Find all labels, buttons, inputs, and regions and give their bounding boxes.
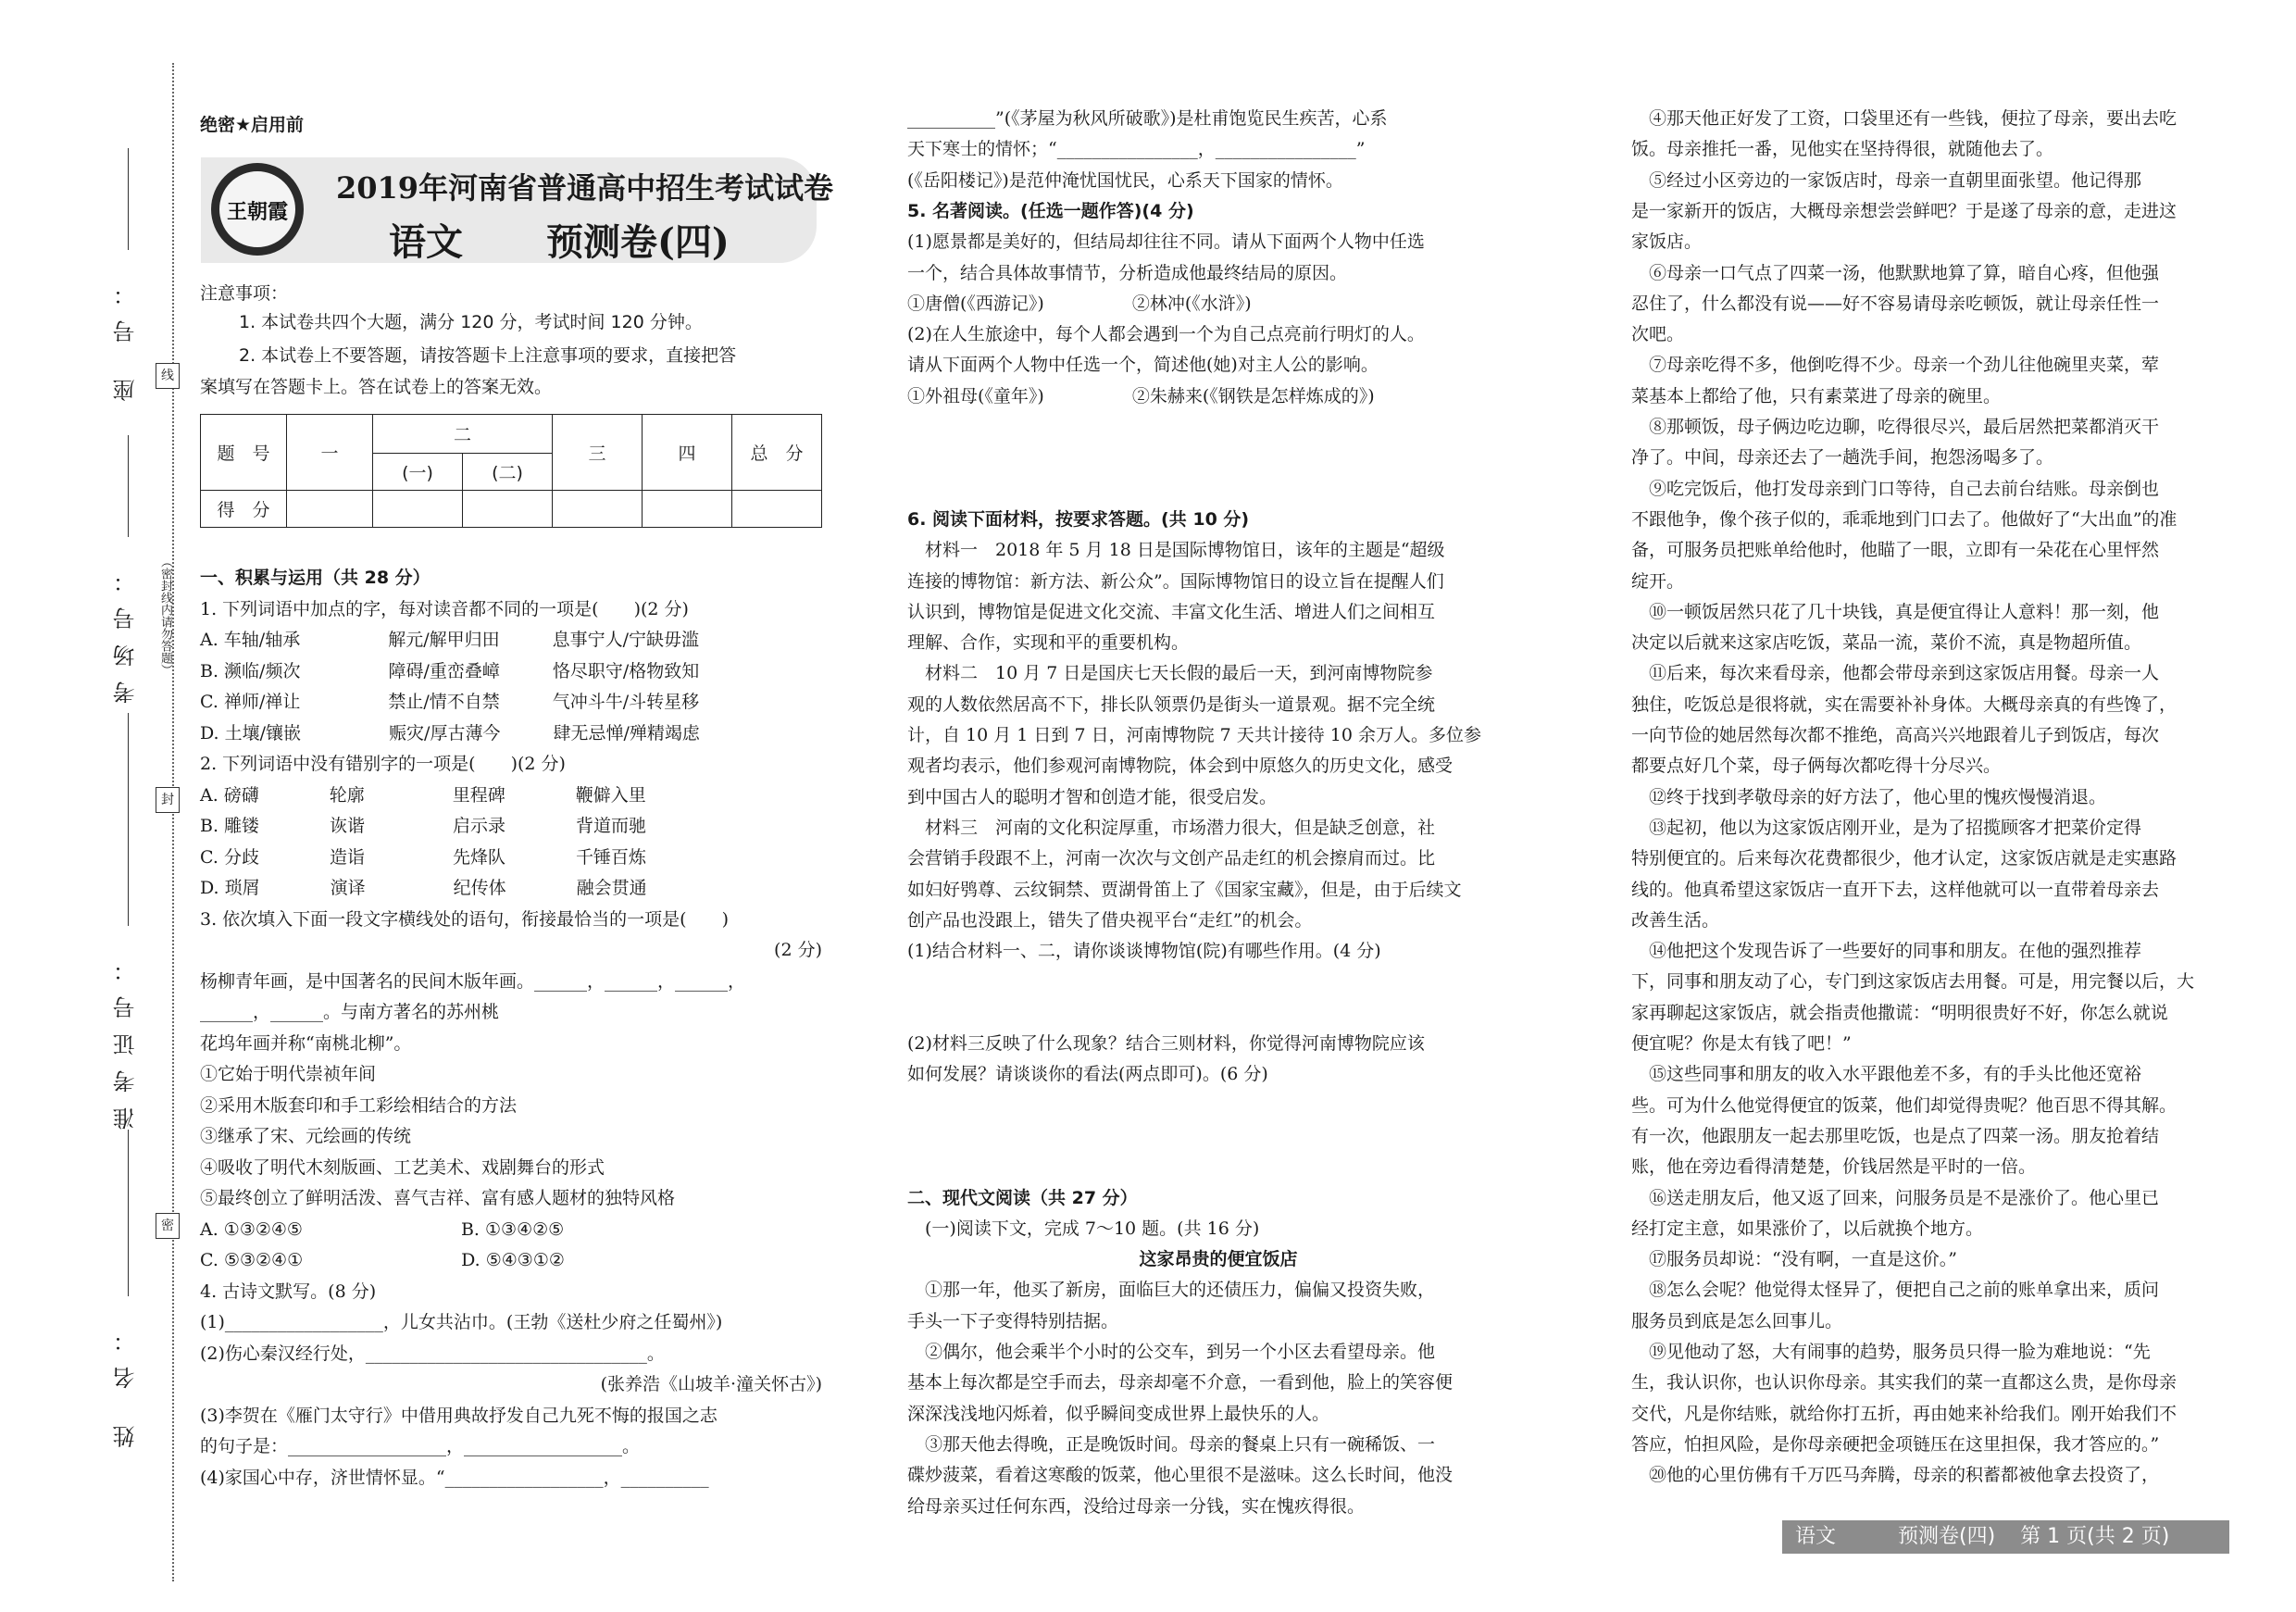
room-label: 考场号： [113, 556, 139, 704]
score-head-total: 总 分 [732, 415, 822, 491]
col1-line: (2)伤心秦汉经行处，________________________________。 [200, 1343, 665, 1364]
score-head-3: 三 [553, 415, 643, 491]
col1-line: C. 禅师/禅让 禁止/情不自禁 气冲斗牛/斗转星移 [200, 692, 700, 712]
logo-text: 王朝霞 [226, 200, 288, 224]
paper-title: 预测卷(四) [546, 220, 730, 264]
col1-line: ①它始于明代崇祯年间 [200, 1064, 377, 1084]
col3-line: 饭。母亲推托一番，见他实在坚持得很，就随他去了。 [1631, 139, 2054, 160]
col1-line: (4)家国心中存，济世情怀显。“__________________，__________ [200, 1467, 709, 1488]
score-head-1: 一 [287, 415, 373, 491]
col3-line: 家再聊起这家饭店，就会指责他撒谎：“明明很贵好不好，你怎么就说 [1631, 1002, 2168, 1023]
col1-line: ⑤最终创立了鲜明活泼、喜气吉祥、富有感人题材的独特风格 [200, 1188, 676, 1208]
col3-line: 改善生活。 [1631, 909, 1720, 931]
col3-line: ⑪后来，每次来看母亲，他都会带母亲到这家饭店用餐。母亲一人 [1631, 663, 2160, 684]
col3-line: ⑱怎么会呢？他觉得太怪异了，便把自己之前的账单拿出来，质问 [1631, 1280, 2160, 1301]
col2-line: 理解、合作，实现和平的重要机构。 [907, 632, 1190, 654]
col2-line: 创产品也没跟上，错失了借央视平台“走红”的机会。 [907, 909, 1313, 931]
score-head-2: 二 [373, 415, 553, 454]
col1-line: (1)__________________，儿女共沾巾。(王勃《送杜少府之任蜀州》) [200, 1312, 723, 1332]
name-blank[interactable] [128, 1130, 129, 1296]
score-cell[interactable] [643, 491, 732, 528]
fold-line [172, 63, 174, 1581]
col3-line: 独住，吃饭总是很将就，实在需要补补身体。大概母亲真的有些馋了， [1631, 694, 2177, 715]
exam-title: 2019年河南省普通高中招生考试试卷 [336, 170, 834, 206]
col1-line: 杨柳青年画，是中国著名的民间木版年画。______，______，______， [200, 970, 746, 992]
col2-line: 如妇好鸮尊、云纹铜禁、贾湖骨笛上了《国家宝藏》，但是，由于后续文 [907, 879, 1462, 900]
col1-line: (张养浩《山坡羊·潼关怀古》) [600, 1374, 822, 1394]
col1-line: ④吸收了明代木刻版画、工艺美术、戏剧舞台的形式 [200, 1156, 605, 1178]
col2-line: 计，自 10 月 1 日到 7 日，河南博物院 7 天共计接待 10 余万人。多位参 [907, 725, 1482, 745]
col2-line: 认识到，博物馆是促进文化交流、丰富文化生活、增进人们之间相互 [907, 601, 1436, 622]
col2-line: 一个，结合具体故事情节，分析造成他最终结局的原因。 [907, 262, 1348, 283]
col2-line: 请从下面两个人物中任选一个，简述他(她)对主人公的影响。 [907, 355, 1379, 376]
col3-line: 不跟他争，像个孩子似的，乖乖地到门口去了。他做好了“大出血”的准 [1631, 508, 2177, 530]
score-head-4: 四 [643, 415, 732, 491]
col3-line: ⑰服务员却说：“没有啊，一直是这价。” [1631, 1249, 1957, 1270]
col1-line: B. 雕镂 诙谐 启示录 背道而驰 [200, 816, 647, 836]
col3-line: 次吧。 [1631, 324, 1685, 345]
col3-line: ⑬起初，他以为这家饭店刚开业，是为了招揽顾客才把菜价定得 [1631, 817, 2142, 838]
note-1: 1. 本试卷共四个大题，满分 120 分，考试时间 120 分钟。 [239, 312, 703, 332]
col2-line: 6. 阅读下面材料，按要求答题。(共 10 分) [907, 508, 1250, 530]
score-sub-1: (一) [373, 454, 463, 491]
col2-line: 如何发展？请谈谈你的看法(两点即可)。(6 分) [907, 1064, 1268, 1085]
col3-line: 交代，凡是你结账，就给你打五折，再由她来补给我们。刚开始我们不 [1631, 1403, 2177, 1424]
col1-line: 的句子是：__________________，__________________。 [200, 1436, 641, 1456]
col3-line: ⑭他把这个发现告诉了一些要好的同事和朋友。在他的强烈推荐 [1631, 941, 2142, 962]
col3-line: 答应，怕担风险，是你母亲硬把金项链压在这里担保，我才答应的。” [1631, 1433, 2160, 1455]
col1-line: (2 分) [774, 940, 822, 960]
id-blank[interactable] [128, 713, 129, 926]
col2-line: 观者均表示，他们参观河南博物院，体会到中原悠久的历史文化，感受 [907, 756, 1454, 777]
col1-line: ______，______。与南方著名的苏州桃 [200, 1002, 500, 1022]
score-cell[interactable] [373, 491, 463, 528]
secret-label: 绝密★启用前 [200, 115, 305, 135]
col2-line: (《岳阳楼记》)是范仲淹忧国忧民，心系天下国家的情怀。 [907, 169, 1343, 191]
col3-line: 决定以后就来这家店吃饭，菜品一流，菜价不流，真是物超所值。 [1631, 632, 2142, 654]
col2-line: 碟炒菠菜，看着这寒酸的饭菜，他心里很不是滋味。这么长时间，他没 [907, 1465, 1454, 1486]
col1-line: C. 分歧 造诣 先烽队 千锤百炼 [200, 846, 646, 868]
col2-line: __________”(《茅屋为秋风所破歌》)是杜甫饱览民生疾苦，心系 [907, 108, 1388, 129]
page-footer [1782, 1520, 2229, 1554]
col3-line: 净了。中间，母亲还去了一趟洗手间，抱怨汤喝多了。 [1631, 447, 2054, 469]
col3-line: ④那天他正好发了工资，口袋里还有一些钱，便拉了母亲，要出去吃 [1631, 108, 2177, 129]
col3-line: 些。可为什么他觉得便宜的饭菜，他们却觉得贵呢？他百思不得其解。 [1631, 1094, 2177, 1116]
col3-line: 有一次，他跟朋友一起去那里吃饭，也是点了四菜一汤。朋友抢着结 [1631, 1125, 2160, 1146]
col2-line: ②偶尔，他会乘半个小时的公交车，到另一个小区去看望母亲。他 [907, 1342, 1436, 1362]
col3-line: 线的。他真希望这家饭店一直开下去，这样他就可以一直带着母亲去 [1631, 879, 2160, 900]
col2-line: (1)结合材料一、二，请你谈谈博物馆(院)有哪些作用。(4 分) [907, 941, 1381, 962]
col3-line: ⑥母亲一口气点了四菜一汤，他默默地算了算，暗自心疼，但他强 [1631, 262, 2160, 283]
col2-line: 二、现代文阅读（共 27 分） [907, 1187, 1138, 1208]
col2-line: 天下寒士的情怀；“________________，________________” [907, 139, 1366, 160]
col1-line: 一、积累与运用（共 28 分） [200, 568, 430, 588]
col3-line: ⑮这些同事和朋友的收入水平跟他差不多，有的手头比他还宽裕 [1631, 1064, 2142, 1085]
col2-line: 这家昂贵的便宜饭店 [1139, 1249, 1298, 1270]
score-head-label: 题 号 [201, 415, 287, 491]
col1-line: ②采用木版套印和手工彩绘相结合的方法 [200, 1094, 518, 1116]
col3-line: ⑨吃完饭后，他打发母亲到门口等待，自己去前台结账。母亲倒也 [1631, 478, 2160, 499]
score-row-label: 得 分 [201, 491, 287, 528]
footer-page: 第 1 页(共 2 页) [2020, 1525, 2170, 1548]
col3-line: ⑤经过小区旁边的一家饭店时，母亲一直朝里面张望。他记得那 [1631, 169, 2142, 191]
score-cell[interactable] [287, 491, 373, 528]
col2-line: (2)在人生旅途中，每个人都会遇到一个为自己点亮前行明灯的人。 [907, 324, 1425, 345]
col3-line: 忍住了，什么都没有说——好不容易请母亲吃顿饭，就让母亲任性一 [1631, 293, 2160, 314]
col1-line: (3)李贺在《雁门太守行》中借用典故抒发自己九死不悔的报国之志 [200, 1405, 718, 1426]
col2-line: 连接的博物馆：新方法、新公众”。国际博物馆日的设立旨在提醒人们 [907, 570, 1444, 592]
col3-line: ⑩一顿饭居然只花了几十块钱，真是便宜得让人意料！那一刻，他 [1631, 601, 2160, 622]
col3-line: 都要点好几个菜，母子俩每次都吃得十分尽兴。 [1631, 756, 2002, 777]
col2-line: ①外祖母(《童年》) ②朱赫来(《钢铁是怎样炼成的》) [907, 385, 1375, 406]
notes-title: 注意事项： [200, 283, 289, 304]
subject-title: 语文 [389, 220, 463, 264]
publisher-logo [211, 163, 304, 256]
col3-line: ⑯送走朋友后，他又返了回来，问服务员是不是涨价了。他心里已 [1631, 1187, 2160, 1208]
col3-line: 备，可服务员把账单给他时，他瞄了一眼，立即有一朵花在心里怦然 [1631, 540, 2160, 561]
col1-line: 3. 依次填入下面一段文字横线处的语句，衔接最恰当的一项是( ) [200, 908, 729, 930]
col3-line: 下，同事和朋友动了心，专门到这家饭店去用餐。可是，用完餐以后，大 [1631, 971, 2195, 993]
col2-line: (1)愿景都是美好的，但结局却往往不同。请从下面两个人物中任选 [907, 231, 1425, 253]
col1-line: D. 琐屑 演译 纪传体 融会贯通 [200, 878, 647, 898]
col2-line: 材料三 河南的文化积淀厚重，市场潜力很大，但是缺乏创意，社 [907, 817, 1436, 838]
col2-line: (2)材料三反映了什么现象？结合三则材料，你觉得河南博物院应该 [907, 1033, 1425, 1054]
name-label: 姓 名： [113, 1315, 139, 1448]
id-label: 准考证号： [113, 944, 139, 1130]
col1-line: 1. 下列词语中加点的字，每对读音都不同的一项是( )(2 分) [200, 598, 689, 619]
note-3: 案填写在答题卡上。答在试卷上的答案无效。 [200, 377, 553, 397]
seat-blank[interactable] [128, 148, 129, 250]
seal-char-line: 线 [156, 363, 180, 389]
score-sub-2: (二) [463, 454, 553, 491]
col2-line: 基本上每次都是空手而去，母亲却毫不介意，一看到他，脸上的笑容便 [907, 1372, 1454, 1393]
col2-line: 给母亲买过任何东西，没给过母亲一分钱，实在愧疚得很。 [907, 1495, 1366, 1517]
col3-line: 账，他在旁边看得清楚楚，价钱居然是平时的一倍。 [1631, 1156, 2037, 1178]
col1-line: 4. 古诗文默写。(8 分) [200, 1281, 377, 1302]
seat-label: 座 号： [113, 269, 139, 402]
col3-line: 菜基本上都给了他，只有素菜进了母亲的碗里。 [1631, 385, 2002, 406]
col1-line: A. 车轴/轴承 解元/解甲归田 息事宁人/宁缺毋滥 [200, 630, 700, 650]
col2-line: 到中国古人的聪明才智和创造才能，很受启发。 [907, 786, 1278, 807]
score-cell[interactable] [463, 491, 553, 528]
col3-line: 经打定主意，如果涨价了，以后就换个地方。 [1631, 1218, 1984, 1239]
col2-line: 材料一 2018 年 5 月 18 日是国际博物馆日，该年的主题是“超级 [907, 540, 1445, 561]
col3-line: ⑫终于找到孝敬母亲的好方法了，他心里的愧疚慢慢消退。 [1631, 786, 2107, 807]
col3-line: 是一家新开的饭店，大概母亲想尝尝鲜吧？于是遂了母亲的意，走进这 [1631, 200, 2177, 221]
seal-char-secret: 密 [156, 1213, 180, 1239]
score-cell[interactable] [732, 491, 822, 528]
col1-line: B. 濒临/频次 障碍/重峦叠嶂 恪尽职守/格物致知 [200, 660, 700, 681]
col3-line: 生，我认识你，也认识你母亲。其实我们的菜一直都这么贵，是你母亲 [1631, 1372, 2177, 1393]
room-blank[interactable] [128, 435, 129, 537]
col1-line: A. 磅礴 轮廓 里程碑 鞭僻入里 [200, 784, 646, 806]
col3-line: ⑧那顿饭，母子俩边吃边聊，吃得很尽兴，最后居然把菜都消灭干 [1631, 417, 2160, 437]
col3-line: 便宜呢？你是太有钱了吧！” [1631, 1033, 1852, 1054]
col3-line: 一向节俭的她居然每次都不推绝，高高兴兴地跟着儿子到饭店，每次 [1631, 725, 2160, 745]
col2-line: (一)阅读下文，完成 7～10 题。(共 16 分) [907, 1218, 1260, 1239]
col2-line: 观的人数依然居高不下，排长队领票仍是街头一道景观。据不完全统 [907, 694, 1436, 715]
note-2: 2. 本试卷上不要答题，请按答题卡上注意事项的要求，直接把答 [239, 345, 737, 366]
col2-line: 会营销手段跟不上，河南一次次与文创产品走红的机会擦肩而过。比 [907, 848, 1436, 869]
col1-line: 花坞年画并称“南桃北柳”。 [200, 1032, 412, 1054]
col2-line: 5. 名著阅读。(任选一题作答)(4 分) [907, 200, 1194, 221]
col2-line: 材料二 10 月 7 日是国庆七天长假的最后一天，到河南博物院参 [907, 663, 1433, 684]
col1-line: 2. 下列词语中没有错别字的一项是( )(2 分) [200, 754, 566, 774]
score-table [200, 414, 822, 528]
seal-notice: （密封线内请勿答题） [158, 556, 172, 676]
col2-line: 手头一下子变得特别拮据。 [907, 1310, 1119, 1331]
col3-line: ⑦母亲吃得不多，他倒吃得不少。母亲一个劲儿往他碗里夹菜，荤 [1631, 355, 2160, 376]
col1-line: A. ①③②④⑤ B. ①③④②⑤ [200, 1218, 565, 1240]
seal-char-seal: 封 [156, 787, 180, 813]
score-cell[interactable] [553, 491, 643, 528]
col3-line: 服务员到底是怎么回事儿。 [1631, 1310, 1843, 1331]
footer-subject: 语文 [1795, 1525, 1837, 1548]
col1-line: C. ⑤③②④① D. ⑤④③①② [200, 1250, 565, 1270]
col3-line: 家饭店。 [1631, 231, 1703, 253]
col1-line: D. 土壤/镶嵌 赈灾/厚古薄今 肆无忌惮/殚精竭虑 [200, 722, 700, 744]
footer-paper: 预测卷(四) [1898, 1525, 1996, 1548]
col2-line: ①唐僧(《西游记》) ②林冲(《水浒》) [907, 293, 1252, 314]
col3-line: 特别便宜的。后来每次花费都很少，他才认定，这家饭店就是走实惠路 [1631, 848, 2177, 869]
col2-line: ③那天他去得晚，正是晚饭时间。母亲的餐桌上只有一碗稀饭、一 [907, 1433, 1436, 1455]
col3-line: 绽开。 [1631, 570, 1685, 592]
col2-line: ①那一年，他买了新房，面临巨大的还债压力，偏偏又投资失败， [907, 1280, 1436, 1301]
col2-line: 深深浅浅地闪烁着，似乎瞬间变成世界上最快乐的人。 [907, 1403, 1330, 1424]
col3-line: ⑳他的心里仿佛有千万匹马奔腾，母亲的积蓄都被他拿去投资了， [1631, 1465, 2160, 1486]
col3-line: ⑲见他动了怒，大有闹事的趋势，服务员只得一脸为难地说：“先 [1631, 1342, 2151, 1362]
col1-line: ③继承了宋、元绘画的传统 [200, 1126, 412, 1146]
